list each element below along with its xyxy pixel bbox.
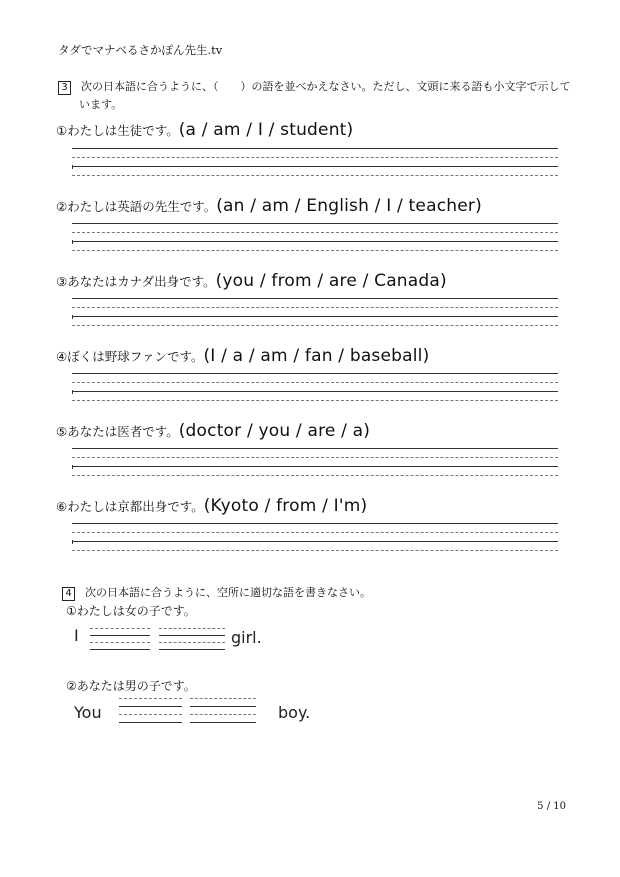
question-6-japanese: ⑥わたしは京都出身です。 (56, 499, 204, 514)
question-4-word-bank: (I / a / am / fan / baseball) (203, 346, 430, 366)
section-4-item-1-start: I (74, 626, 79, 645)
question-1-word-bank: (a / am / I / student) (178, 120, 354, 140)
question-2-word-bank: (an / am / English / I / teacher) (216, 196, 482, 216)
question-2-japanese: ②わたしは英語の先生です。 (56, 199, 217, 214)
section-3-instruction-line1: 次の日本語に合うように、（ ）の語を並べかえなさい。ただし、文頭に来る語も小文字で示して (81, 80, 571, 93)
question-4 (56, 346, 429, 366)
section-4-item-1-japanese: ①わたしは女の子です。 (66, 604, 196, 618)
question-2 (56, 196, 482, 216)
answer-lines-2[interactable] (72, 223, 558, 255)
section-4-item-1-end: girl. (231, 628, 262, 647)
question-3-japanese: ③あなたはカナダ出身です。 (56, 274, 216, 289)
section-4-number: 4 (62, 587, 75, 601)
section-4-instruction (62, 584, 371, 601)
question-5-japanese: ⑤あなたは医者です。 (56, 424, 179, 439)
answer-lines-6[interactable] (72, 523, 558, 555)
answer-lines-1[interactable] (72, 148, 558, 180)
question-3 (56, 271, 447, 291)
question-5 (56, 421, 370, 441)
question-1 (56, 120, 353, 140)
answer-lines-4[interactable] (72, 373, 558, 405)
section-4-item-2-end: boy. (278, 703, 311, 722)
question-5-word-bank: (doctor / you / are / a) (178, 421, 371, 441)
blank-1-1[interactable] (90, 628, 150, 652)
section-4-instruction-text: 次の日本語に合うように、空所に適切な語を書きなさい。 (85, 586, 371, 599)
section-4-item-2-japanese: ②あなたは男の子です。 (66, 679, 196, 693)
question-6 (56, 496, 367, 516)
blank-2-2[interactable] (190, 698, 256, 722)
answer-lines-3[interactable] (72, 298, 558, 330)
question-6-word-bank: (Kyoto / from / I'm) (203, 496, 368, 516)
answer-lines-5[interactable] (72, 448, 558, 480)
question-4-japanese: ④ぼくは野球ファンです。 (56, 349, 204, 364)
site-header: タダでマナベるさかぽん先生.tv (58, 43, 223, 57)
section-3-number: 3 (58, 81, 71, 95)
question-3-word-bank: (you / from / are / Canada) (215, 271, 447, 291)
blank-1-2[interactable] (159, 628, 225, 652)
section-4-item-2-start: You (74, 703, 102, 722)
blank-2-1[interactable] (119, 698, 182, 722)
section-3-instruction (58, 78, 571, 111)
section-3-instruction-line2: います。 (79, 98, 123, 111)
page-number: 5 / 10 (537, 801, 566, 812)
question-1-japanese: ①わたしは生徒です。 (56, 123, 179, 138)
